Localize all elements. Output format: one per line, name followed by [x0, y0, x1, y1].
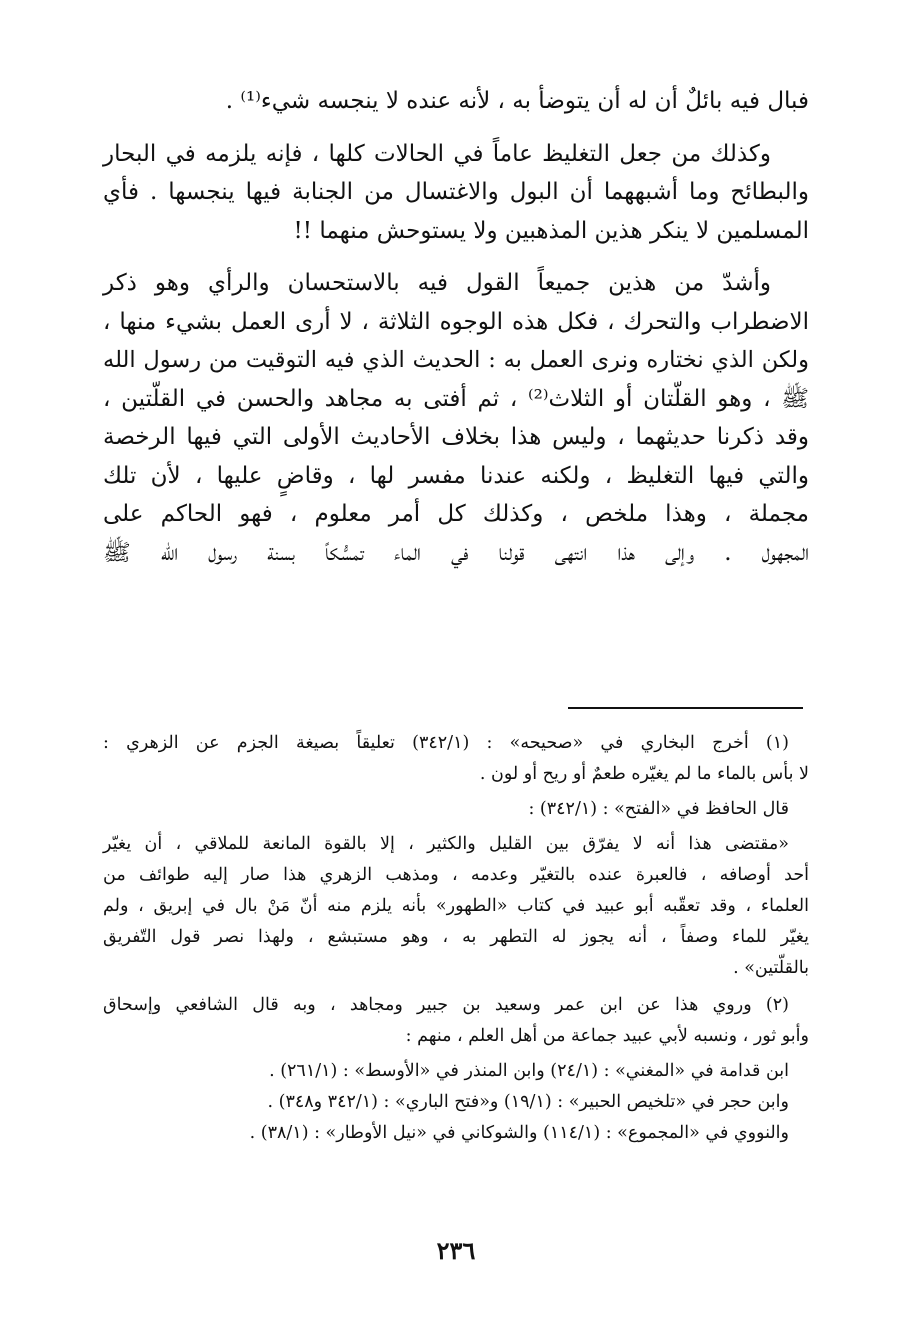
text-line: ولكن الذي نختاره ونرى العمل به : الحديث الذي فيه التوقيت من رسول الله — [103, 347, 809, 373]
footnote-reference: ابن قدامة في «المغني» : (٢٤/١) وابن المنذر في «الأوسط» : (٢٦١/١) . — [269, 1061, 789, 1081]
footnote-line: وأبو ثور ، ونسبه لأبي عبيد جماعة من أهل العلم ، منهم : — [405, 1026, 809, 1046]
footnote-1 — [103, 728, 809, 984]
text-line: وقد ذكرنا حديثهما ، وليس هذا بخلاف الأحاديث الأولى التي فيها الرخصة — [103, 424, 809, 450]
footnote-quote-line: أحد أوصافه ، فالعبرة عنده بالتغيّر وعدمه ، ومذهب الزهري هذا صار إليه طوائف من — [103, 865, 809, 885]
paragraph-3 — [103, 264, 809, 572]
main-text — [103, 82, 809, 572]
footnote-2 — [103, 990, 809, 1149]
footnote-quote-line: «مقتضى هذا أنه لا يفرّق بين القليل والكثير ، إلا بالقوة المانعة للملاقي ، أن يغيّر — [103, 834, 789, 854]
footnote-quote-line: يغيّر للماء وصفاً ، أنه يجوز له التطهر به ، وهو مستبشع ، ولهذا نصر قول التّفريق — [103, 927, 809, 947]
footnote-reference: والنووي في «المجموع» : (١١٤/١) والشوكاني في «نيل الأوطار» : (٣٨/١) . — [249, 1123, 789, 1143]
text-line: وكذلك من جعل التغليظ عاماً في الحالات كلها ، فإنه يلزمه في البحار — [103, 140, 771, 167]
footnotes — [103, 728, 809, 1149]
text-line: وأشدّ من هذين جميعاً القول فيه بالاستحسان والرأي وهو ذكر — [103, 270, 771, 296]
text-line: والبطائح وما أشبههما أن البول والاغتسال من الجنابة فيها ينجسها . فأي — [103, 179, 809, 205]
text-line: والتي فيها التغليظ ، ولكنه عندنا مفسر لها ، وقاضٍ عليها ، لأن تلك — [103, 462, 809, 489]
footnote-line: لا بأس بالماء ما لم يغيّره طعمٌ أو ريح أو لون . — [479, 764, 809, 784]
text-line: الاضطراب والتحرك ، فكل هذه الوجوه الثلاثة ، لا أرى العمل بشيء منها ، — [103, 308, 809, 335]
text-line: ﷺ ، وهو القلّتان أو الثلاث⁽²⁾ ، ثم أفتى به مجاهد والحسن في القلّتين ، — [103, 385, 809, 412]
page-number: ٢٣٦ — [436, 1236, 476, 1265]
footnote-quote-line: بالقلّتين» . — [733, 958, 809, 978]
footnote-line: (٢) وروي هذا عن ابن عمر وسعيد بن جبير ومجاهد ، وبه قال الشافعي وإسحاق — [103, 995, 789, 1015]
text-line: مجملة ، وهذا ملخص ، وكذلك كل أمر معلوم ، فهو الحاكم على — [103, 501, 809, 527]
text-line: فبال فيه بائلٌ أن له أن يتوضأ به ، لأنه عنده لا ينجسه شيء⁽¹⁾ . — [225, 88, 809, 114]
footnote-reference: وابن حجر في «تلخيص الحبير» : (١٩/١) و«فتح الباري» : (٣٤٢/١ و٣٤٨) . — [267, 1092, 789, 1112]
footnote-line: (١) أخرج البخاري في «صحيحه» : (٣٤٢/١) تعليقاً بصيغة الجزم عن الزهري : — [103, 733, 789, 753]
footnote-quote-intro: قال الحافظ في «الفتح» : (٣٤٢/١) : — [528, 799, 789, 819]
text-line: المجهول . وإلى هذا انتهى قولنا في الماء تمسُّكاً بسنة رسول الله ﷺ — [103, 539, 809, 566]
footnote-quote-line: العلماء ، وقد تعقّبه أبو عبيد في كتاب «الطهور» بأنه يلزم منه أنّ مَنْ بال في إبريق ، ولم — [103, 896, 809, 916]
paragraph-2 — [103, 135, 809, 251]
footnote-separator — [568, 707, 803, 709]
paragraph-1 — [103, 82, 809, 121]
text-line: المسلمين لا ينكر هذين المذهبين ولا يستوحش منهما !! — [293, 217, 809, 244]
